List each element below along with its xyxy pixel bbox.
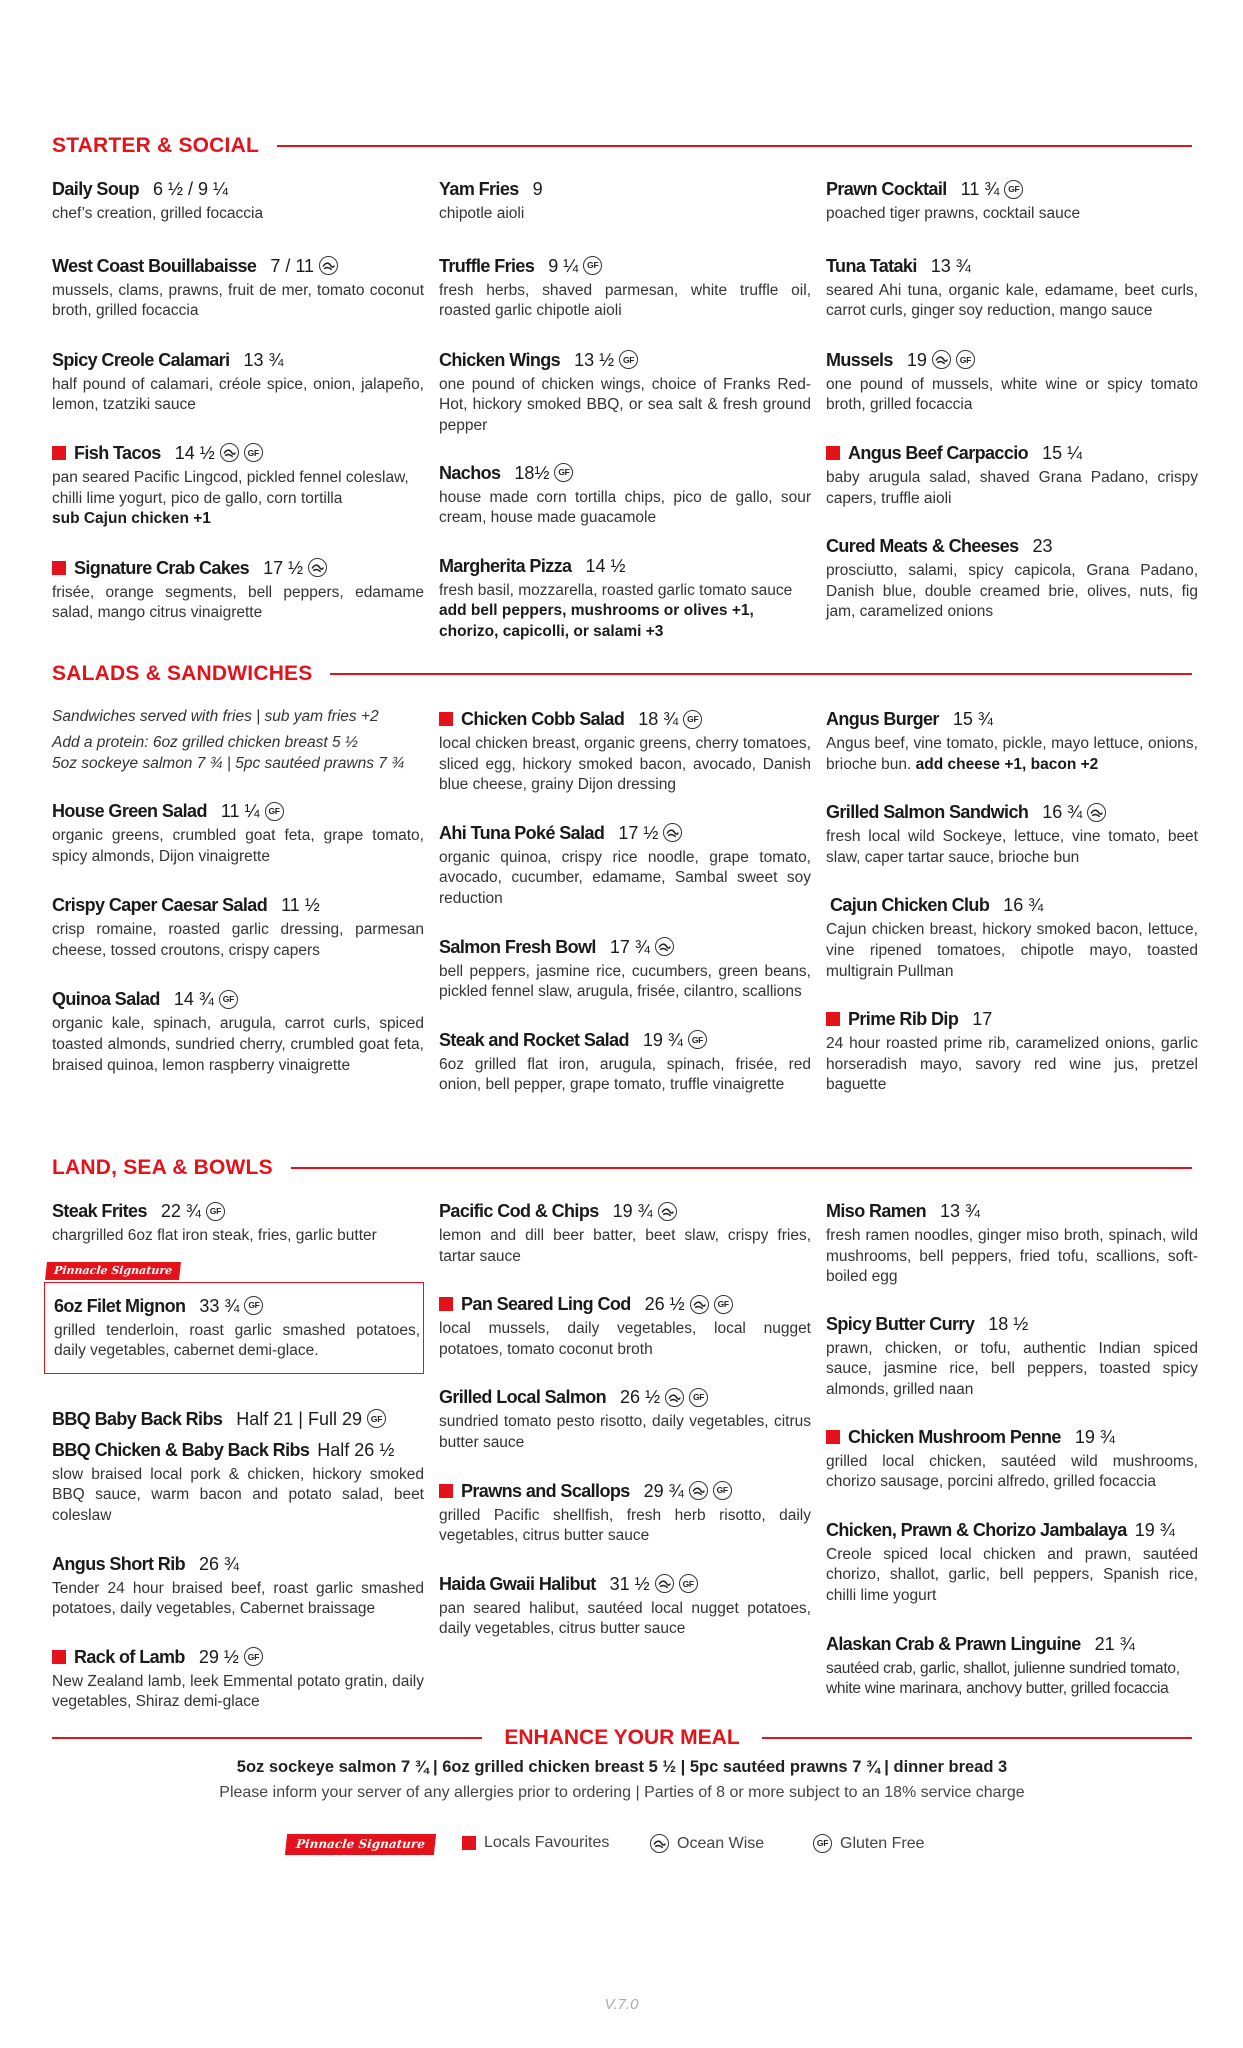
item-description: bell peppers, jasmine rice, cucumbers, green beans, pickled fennel slaw, arugula, frisée, cilantro, scallions	[439, 962, 811, 1001]
item-description: 24 hour roasted prime rib, caramelized onions, garlic horseradish mayo, savory red wine jus, pretzel baguette	[826, 1035, 1198, 1094]
item-name: Rack of Lamb	[74, 1646, 185, 1667]
item-name: Spicy Butter Curry	[826, 1313, 975, 1334]
item-description: Angus beef, vine tomato, pickle, mayo lettuce, onions, brioche bun.	[826, 735, 1198, 773]
menu-item	[439, 822, 811, 910]
locals-favourite-icon	[439, 1484, 453, 1498]
legend-ocean	[650, 1834, 764, 1853]
gluten-free-icon: GF	[206, 1202, 225, 1221]
item-name: Crispy Caper Caesar Salad	[52, 895, 268, 916]
item-name: Chicken, Prawn & Chorizo Jambalaya	[826, 1519, 1127, 1540]
policy-note: Please inform your server of any allergies prior to ordering | Parties of 8 or more subject to an 18% service charge	[219, 1784, 1025, 1801]
item-price: 19 ¾	[612, 1201, 653, 1221]
item-description: Tender 24 hour braised beef, roast garlic smashed potatoes, daily vegetables, Cabernet braissage	[52, 1579, 424, 1618]
item-name: Fish Tacos	[74, 442, 161, 463]
gluten-free-icon: GF	[689, 1388, 708, 1407]
section-header-enhance	[52, 1722, 1192, 1754]
item-name: Angus Burger	[826, 709, 939, 729]
salads-column-3	[826, 708, 1198, 1096]
item-description: grilled Pacific shellfish, fresh herb risotto, daily vegetables, citrus butter sauce	[439, 1506, 811, 1545]
item-name: Mussels	[826, 349, 893, 370]
item-name: Prime Rib Dip	[848, 1009, 959, 1030]
ocean-wise-icon	[1087, 803, 1106, 822]
section-divider	[52, 1737, 482, 1739]
item-description: fresh herbs, shaved parmesan, white truffle oil, roasted garlic chipotle aioli	[439, 281, 811, 320]
legend-label: Locals Favourites	[484, 1834, 610, 1851]
item-description: chef’s creation, grilled focaccia	[52, 205, 264, 222]
menu-item	[439, 1293, 811, 1360]
item-description: fresh local wild Sockeye, lettuce, vine tomato, beet slaw, caper tartar sauce, brioche bun	[826, 828, 1198, 866]
gluten-free-icon: GF	[583, 256, 602, 275]
locals-favourite-icon	[826, 1012, 840, 1026]
menu-item	[439, 1573, 811, 1640]
item-price: 21 ¾	[1094, 1633, 1135, 1654]
ocean-wise-icon	[658, 1202, 677, 1221]
item-description: seared Ahi tuna, organic kale, edamame, beet curls, carrot curls, ginger soy reduction, mango sauce	[826, 281, 1198, 320]
gluten-free-icon: GF	[688, 1030, 707, 1049]
section-header-starter	[52, 128, 1192, 164]
menu-item	[826, 1519, 1198, 1607]
locals-favourite-icon	[52, 561, 66, 575]
menu-item	[439, 349, 811, 437]
item-description: one pound of chicken wings, choice of Franks Red-Hot, hickory smoked BBQ, or sea salt & fresh ground pepper	[439, 375, 811, 434]
item-name: Salmon Fresh Bowl	[439, 936, 596, 957]
item-price: 22 ¾	[160, 1201, 201, 1221]
pinnacle-signature-badge: Pinnacle Signature	[45, 1262, 181, 1280]
item-price: 14 ½	[585, 555, 626, 576]
item-name: Chicken Cobb Salad	[461, 709, 625, 729]
item-price: 14 ¾	[173, 989, 214, 1010]
item-extra: add cheese +1, bacon +2	[915, 755, 1099, 773]
item-description: local chicken breast, organic greens, cherry tomatoes, sliced egg, hickory smoked bacon, avocado, Danish blue cheese, grainy Dijon dressing	[439, 735, 811, 794]
item-price: 19 ¾	[1074, 1426, 1115, 1447]
locals-favourite-icon	[826, 1430, 840, 1444]
item-price: 13 ½	[574, 349, 615, 370]
item-price: 17 ½	[263, 557, 304, 578]
section-header-salads	[52, 656, 1192, 692]
item-price: 16 ¾	[1042, 802, 1083, 823]
item-description: half pound of calamari, créole spice, onion, jalapeño, lemon, tzatziki sauce	[52, 375, 424, 414]
ocean-wise-icon	[650, 1834, 669, 1853]
item-price: 29 ¾	[643, 1480, 684, 1501]
ocean-wise-icon	[220, 443, 239, 462]
item-price: 11 ½	[281, 895, 320, 916]
ocean-wise-icon	[932, 350, 951, 369]
item-description: fresh basil, mozzarella, roasted garlic tomato sauce	[439, 581, 793, 599]
item-name: Haida Gwaii Halibut	[439, 1573, 596, 1594]
item-description: slow braised local pork & chicken, hickory smoked BBQ sauce, warm bacon and potato salad, beet coleslaw	[52, 1465, 424, 1524]
salads-column-1	[52, 706, 424, 1076]
item-price: 15 ¼	[1042, 442, 1083, 463]
item-price: 17 ¾	[609, 936, 650, 957]
item-description: grilled tenderloin, roast garlic smashed potatoes, daily vegetables, cabernet demi-glace.	[54, 1321, 420, 1360]
gluten-free-icon: GF	[265, 802, 284, 821]
item-name: Grilled Salmon Sandwich	[826, 802, 1029, 823]
gluten-free-icon: GF	[713, 1481, 732, 1500]
item-name: BBQ Baby Back Ribs	[52, 1408, 223, 1429]
item-name: Cajun Chicken Club	[830, 895, 990, 916]
item-description: mussels, clams, prawns, fruit de mer, tomato coconut broth, grilled focaccia	[52, 281, 424, 320]
ocean-wise-icon	[663, 823, 682, 842]
item-price: 19 ¾	[642, 1029, 683, 1050]
menu-item	[826, 1200, 1198, 1288]
ocean-wise-icon	[655, 1574, 674, 1593]
section-divider	[762, 1737, 1192, 1739]
item-price: 31 ½	[609, 1573, 650, 1594]
item-price: 19 ¾	[1134, 1519, 1175, 1540]
item-description: Cajun chicken breast, hickory smoked bacon, lettuce, vine ripened tomatoes, chipotle mayo, toasted multigrain Pullman	[826, 921, 1198, 980]
item-price: 16 ¾	[1003, 895, 1044, 916]
locals-favourite-icon	[52, 1650, 66, 1664]
gluten-free-icon: GF	[244, 443, 263, 462]
section-title: LAND, SEA & BOWLS	[52, 1156, 273, 1179]
gluten-free-icon: GF	[813, 1834, 832, 1853]
menu-item	[52, 1553, 424, 1620]
item-name: West Coast Bouillabaisse	[52, 255, 257, 276]
item-description: chipotle aioli	[439, 205, 525, 222]
item-extra: sub Cajun chicken +1	[52, 510, 211, 528]
menu-item	[826, 178, 1198, 225]
item-name: Truffle Fries	[439, 255, 535, 276]
locals-favourite-icon	[826, 446, 840, 460]
item-price: 29 ½	[198, 1646, 239, 1667]
salads-column-2	[439, 708, 811, 1096]
item-name: Signature Crab Cakes	[74, 557, 250, 578]
pinnacle-signature-badge: Pinnacle Signature	[285, 1834, 436, 1855]
item-description: organic greens, crumbled goat feta, grape tomato, spicy almonds, Dijon vinaigrette	[52, 827, 424, 865]
ocean-wise-icon	[308, 558, 327, 577]
item-price: 17	[972, 1009, 993, 1030]
menu-item	[439, 462, 811, 529]
item-description: organic quinoa, crispy rice noodle, grape tomato, avocado, cucumber, edamame, Sambal sweet soy reduction	[439, 848, 811, 907]
menu-item	[52, 255, 424, 322]
item-description: grilled local chicken, sautéed wild mushrooms, chorizo sausage, porcini alfredo, grilled focaccia	[826, 1452, 1198, 1491]
menu-note: Sandwiches served with fries | sub yam fries +2	[52, 708, 379, 725]
item-price: 19	[906, 349, 927, 370]
section-title: SALADS & SANDWICHES	[52, 662, 313, 685]
item-name: Prawns and Scallops	[461, 1480, 630, 1501]
menu-item	[826, 535, 1198, 623]
item-price: 18 ½	[988, 1313, 1029, 1334]
menu-item	[439, 255, 811, 322]
legend-label: Gluten Free	[840, 1834, 925, 1852]
item-name: Margherita Pizza	[439, 555, 572, 576]
legend-signature	[286, 1834, 435, 1855]
starter-column-2	[439, 178, 811, 643]
item-price: 18½	[514, 462, 550, 483]
land-column-1	[52, 1200, 424, 1713]
item-name: Angus Short Rib	[52, 1553, 185, 1574]
section-title: STARTER & SOCIAL	[52, 134, 259, 157]
gluten-free-icon: GF	[1004, 180, 1023, 199]
item-price: 7 / 11	[270, 255, 315, 276]
item-name: Quinoa Salad	[52, 989, 160, 1010]
item-name: Steak Frites	[52, 1201, 147, 1221]
section-header-land	[52, 1150, 1192, 1186]
item-name: Cured Meats & Cheeses	[826, 536, 1019, 557]
menu-item	[52, 988, 424, 1076]
item-description: organic kale, spinach, arugula, carrot curls, spiced toasted almonds, sundried cherry, crumbled goat feta, braised quinoa, lemon raspberry vinaigrette	[52, 1015, 424, 1074]
item-price: 9	[532, 179, 543, 199]
land-column-3	[826, 1200, 1198, 1700]
menu-item	[826, 1008, 1198, 1096]
locals-favourite-icon	[52, 446, 66, 460]
version-label: V.7.0	[604, 1996, 639, 2013]
item-name: Chicken Mushroom Penne	[848, 1426, 1061, 1447]
item-price: 13 ¾	[930, 255, 971, 276]
menu-item	[439, 936, 811, 1003]
gluten-free-icon: GF	[367, 1409, 386, 1428]
gluten-free-icon: GF	[619, 350, 638, 369]
legend-gluten-free	[813, 1834, 924, 1853]
menu-item	[826, 1633, 1198, 1700]
gluten-free-icon: GF	[956, 350, 975, 369]
land-column-2	[439, 1200, 811, 1640]
item-description: one pound of mussels, white wine or spicy tomato broth, grilled focaccia	[826, 375, 1198, 414]
item-price: 17 ½	[618, 822, 659, 843]
menu-item	[826, 349, 1198, 416]
item-price: 26 ½	[644, 1294, 685, 1315]
menu-item	[826, 708, 1198, 775]
gluten-free-icon: GF	[219, 990, 238, 1009]
locals-favourite-icon	[439, 712, 453, 726]
legend-label: Ocean Wise	[677, 1834, 765, 1852]
item-description: baby arugula salad, shaved Grana Padano, crispy capers, truffle aioli	[826, 468, 1198, 507]
ocean-wise-icon	[690, 1295, 709, 1314]
item-name: House Green Salad	[52, 801, 207, 821]
item-name: Ahi Tuna Poké Salad	[439, 822, 605, 843]
item-price: 15 ¾	[952, 709, 993, 729]
ocean-wise-icon	[689, 1481, 708, 1500]
menu-note: Add a protein: 6oz grilled chicken breast 5 ½	[52, 734, 358, 751]
item-name: Nachos	[439, 462, 501, 483]
menu-item	[826, 801, 1198, 868]
item-name: Grilled Local Salmon	[439, 1387, 607, 1408]
menu-item	[439, 1480, 811, 1547]
item-description: prosciutto, salami, spicy capicola, Grana Padano, Danish blue, double creamed brie, olives, nuts, fig jam, caramelized onions	[826, 562, 1198, 621]
starter-column-1	[52, 178, 424, 624]
item-price: 26 ¾	[199, 1553, 240, 1574]
item-name: Pan Seared Ling Cod	[461, 1294, 631, 1315]
menu-item	[52, 1408, 424, 1430]
item-description: local mussels, daily vegetables, local nugget potatoes, tomato coconut broth	[439, 1320, 811, 1358]
item-description: lemon and dill beer batter, beet slaw, crispy fries, tartar sauce	[439, 1227, 811, 1265]
item-name: Tuna Tataki	[826, 255, 917, 276]
section-divider	[291, 1167, 1192, 1169]
item-name: Daily Soup	[52, 179, 140, 199]
menu-item	[52, 178, 424, 225]
menu-item	[439, 1029, 811, 1096]
item-name: Yam Fries	[439, 179, 519, 199]
item-description: house made corn tortilla chips, pico de gallo, sour cream, house made guacamole	[439, 488, 811, 527]
item-description: New Zealand lamb, leek Emmental potato gratin, daily vegetables, Shiraz demi-glace	[52, 1672, 424, 1711]
item-price: Half 26 ½	[317, 1439, 395, 1460]
menu-item	[826, 1426, 1198, 1493]
item-name: Alaskan Crab & Prawn Linguine	[826, 1633, 1081, 1654]
item-description: prawn, chicken, or tofu, authentic Indian spiced sauce, jasmine rice, bell peppers, toasted spicy almonds, grilled naan	[826, 1339, 1198, 1398]
item-price: 6 ½ / 9 ¼	[153, 179, 229, 199]
gluten-free-icon: GF	[683, 710, 702, 729]
item-description: pan seared Pacific Lingcod, pickled fennel coleslaw, chilli lime yogurt, pico de gallo, corn tortilla	[52, 468, 409, 507]
menu-note: 5oz sockeye salmon 7 ¾ | 5pc sautéed prawns 7 ¾	[52, 755, 405, 772]
menu-item	[439, 178, 811, 225]
item-description: pan seared halibut, sautéed local nugget potatoes, daily vegetables, citrus butter sauce	[439, 1599, 811, 1638]
menu-item	[52, 1200, 424, 1247]
menu-item	[52, 894, 424, 961]
section-divider	[277, 145, 1192, 147]
item-price: 14 ½	[174, 442, 215, 463]
menu-item	[826, 894, 1198, 982]
item-price: 26 ½	[620, 1387, 661, 1408]
gluten-free-icon: GF	[244, 1296, 263, 1315]
menu-item	[439, 555, 811, 643]
menu-item	[52, 1646, 424, 1713]
item-price: 9 ¼	[548, 255, 579, 276]
item-description: frisée, orange segments, bell peppers, edamame salad, mango citrus vinaigrette	[52, 583, 424, 622]
item-description: chargrilled 6oz flat iron steak, fries, garlic butter	[52, 1227, 377, 1244]
item-price: 13 ¾	[940, 1201, 981, 1221]
item-price: 33 ¾	[199, 1295, 240, 1316]
menu-item	[826, 255, 1198, 322]
item-name: Steak and Rocket Salad	[439, 1029, 629, 1050]
menu-item	[52, 1439, 424, 1527]
item-description: sautéed crab, garlic, shallot, julienne sundried tomato, white wine marinara, anchovy butter, grilled focaccia	[826, 1659, 1180, 1698]
menu-item	[439, 1386, 811, 1453]
menu-item	[52, 442, 424, 530]
item-name: Chicken Wings	[439, 349, 561, 370]
gluten-free-icon: GF	[714, 1295, 733, 1314]
menu-item	[439, 708, 811, 796]
locals-favourite-icon	[439, 1297, 453, 1311]
locals-favourite-icon	[462, 1836, 476, 1850]
item-price: 13 ¾	[243, 349, 284, 370]
item-name: Angus Beef Carpaccio	[848, 442, 1029, 463]
gluten-free-icon: GF	[554, 463, 573, 482]
menu-item	[826, 442, 1198, 509]
item-extra: add bell peppers, mushrooms or olives +1, chorizo, capicolli, or salami +3	[439, 602, 754, 640]
item-name: Spicy Creole Calamari	[52, 349, 230, 370]
menu-item	[52, 800, 424, 867]
starter-column-3	[826, 178, 1198, 623]
item-description: fresh ramen noodles, ginger miso broth, spinach, wild mushrooms, bell peppers, fried tofu, scallions, soft-boiled egg	[826, 1227, 1198, 1286]
menu-item	[52, 349, 424, 416]
ocean-wise-icon	[665, 1388, 684, 1407]
item-price: 23	[1032, 536, 1053, 557]
menu-item	[52, 557, 424, 624]
section-title: ENHANCE YOUR MEAL	[504, 1726, 740, 1749]
section-divider	[330, 673, 1192, 675]
item-description: poached tiger prawns, cocktail sauce	[826, 205, 1081, 222]
item-name: Pacific Cod & Chips	[439, 1201, 599, 1221]
item-description: sundried tomato pesto risotto, daily vegetables, citrus butter sauce	[439, 1413, 811, 1451]
gluten-free-icon: GF	[679, 1574, 698, 1593]
gluten-free-icon: GF	[244, 1647, 263, 1666]
enhance-extras: 5oz sockeye salmon 7 ¾ | 6oz grilled chicken breast 5 ½ | 5pc sautéed prawns 7 ¾ | dinner bread 3	[236, 1758, 1008, 1776]
item-name: BBQ Chicken & Baby Back Ribs	[52, 1439, 310, 1460]
menu-item	[826, 1313, 1198, 1401]
item-price: 11 ¾	[960, 179, 1000, 199]
item-name: 6oz Filet Mignon	[54, 1295, 186, 1316]
item-price: 18 ¾	[638, 709, 679, 729]
item-name: Prawn Cocktail	[826, 179, 947, 199]
ocean-wise-icon	[655, 937, 674, 956]
item-price: Half 21 | Full 29	[236, 1408, 363, 1429]
item-price: 11 ¼	[220, 801, 260, 821]
item-description: 6oz grilled flat iron, arugula, spinach, frisée, red onion, bell pepper, grape tomato, truffle vinaigrette	[439, 1055, 811, 1094]
item-description: crisp romaine, roasted garlic dressing, parmesan cheese, tossed croutons, crispy capers	[52, 921, 424, 959]
menu-item-signature	[52, 1295, 424, 1362]
legend-locals	[462, 1834, 609, 1852]
item-name: Miso Ramen	[826, 1201, 927, 1221]
legend	[0, 1830, 1243, 1860]
menu-item	[439, 1200, 811, 1267]
item-description: Creole spiced local chicken and prawn, sautéed chorizo, shallot, garlic, bell peppers, Spanish rice, chilli lime yogurt	[826, 1545, 1198, 1604]
ocean-wise-icon	[319, 256, 338, 275]
